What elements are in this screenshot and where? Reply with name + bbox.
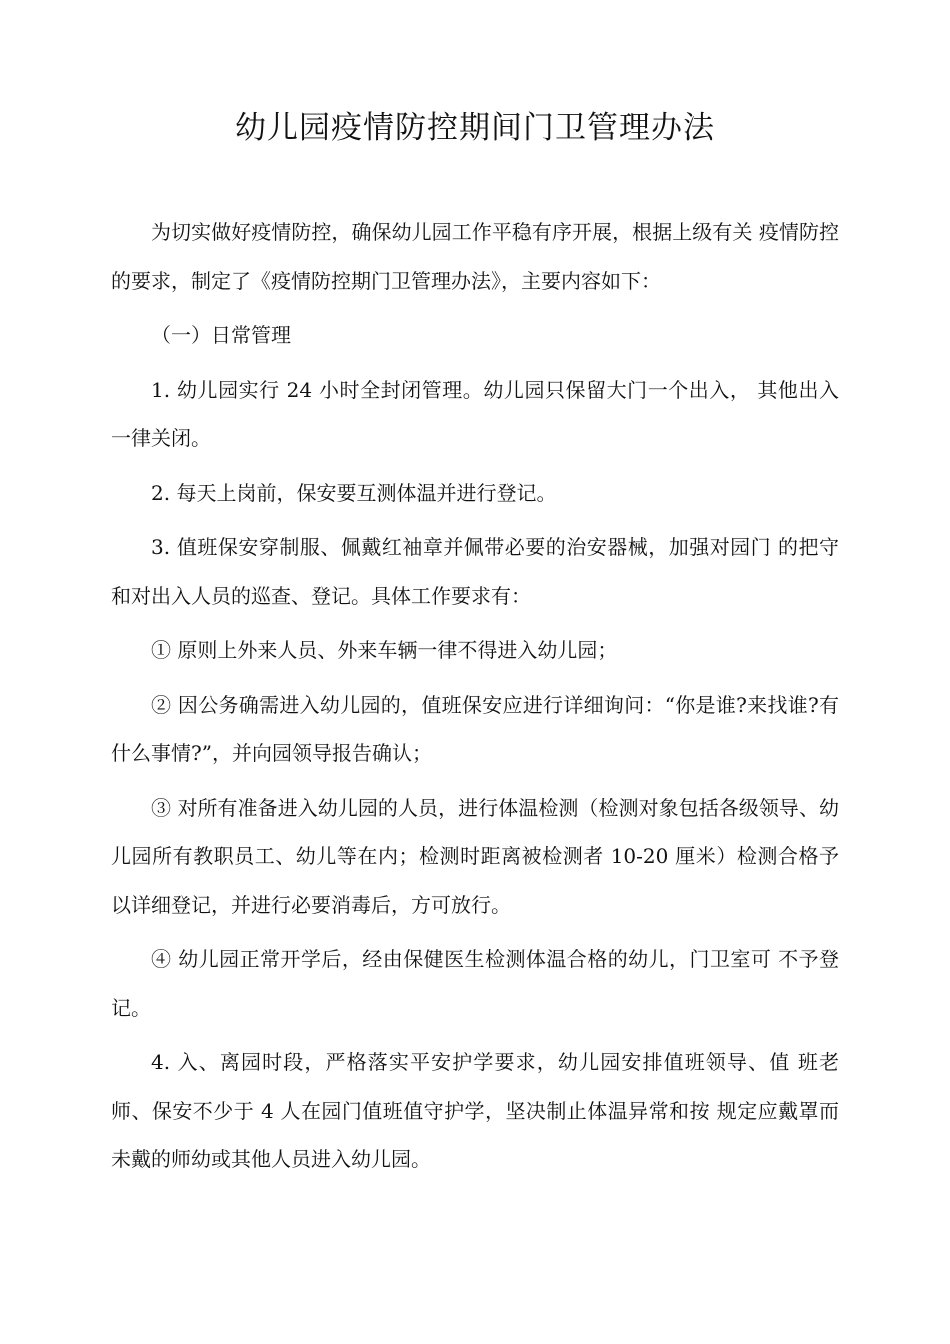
paragraph-subitem-2: ② 因公务确需进入幼儿园的，值班保安应进行详细询问：“你是谁?来找谁?有什么事情?”，并向园领导报告确认； (111, 692, 839, 765)
paragraph-intro: 为切实做好疫情防控，确保幼儿园工作平稳有序开展，根据上级有关 疫情防控的要求，制定了《疫情防控期门卫管理办法》，主要内容如下： (111, 220, 839, 293)
paragraph-subitem-1: ① 原则上外来人员、外来车辆一律不得进入幼儿园； (151, 638, 618, 662)
paragraph-item-4: 4. 入、离园时段，严格落实平安护学要求，幼儿园安排值班领导、值 班老师、保安不少于 4 人在园门值班值守护学，坚决制止体温异常和按 规定应戴罩而未戴的师幼或其他人员进入幼儿园。 (111, 1050, 839, 1171)
paragraph-item-2: 2. 每天上岗前，保安要互测体温并进行登记。 (151, 480, 557, 505)
paragraph-item-1: 1. 幼儿园实行 24 小时全封闭管理。幼儿园只保留大门一个出入， 其他出入一律关闭。 (111, 377, 839, 450)
document-title: 幼儿园疫情防控期间门卫管理办法 (235, 110, 715, 146)
document-body (111, 208, 839, 1190)
paragraph-subitem-4: ④ 幼儿园正常开学后，经由保健医生检测体温合格的幼儿，门卫室可 不予登记。 (111, 947, 839, 1020)
section-heading-daily-management: （一）日常管理 (151, 323, 291, 347)
paragraph-subitem-3: ③ 对所有准备进入幼儿园的人员，进行体温检测（检测对象包括各级领导、幼儿园所有教职员工、幼儿等在内；检测时距离被检测者 10-20 厘米）检测合格予以详细登记，并进行必要消毒后，方可放行。 (111, 795, 839, 917)
paragraph-item-3: 3. 值班保安穿制服、佩戴红袖章并佩带必要的治安器械，加强对园门 的把守和对出入人员的巡查、登记。具体工作要求有： (111, 535, 839, 608)
